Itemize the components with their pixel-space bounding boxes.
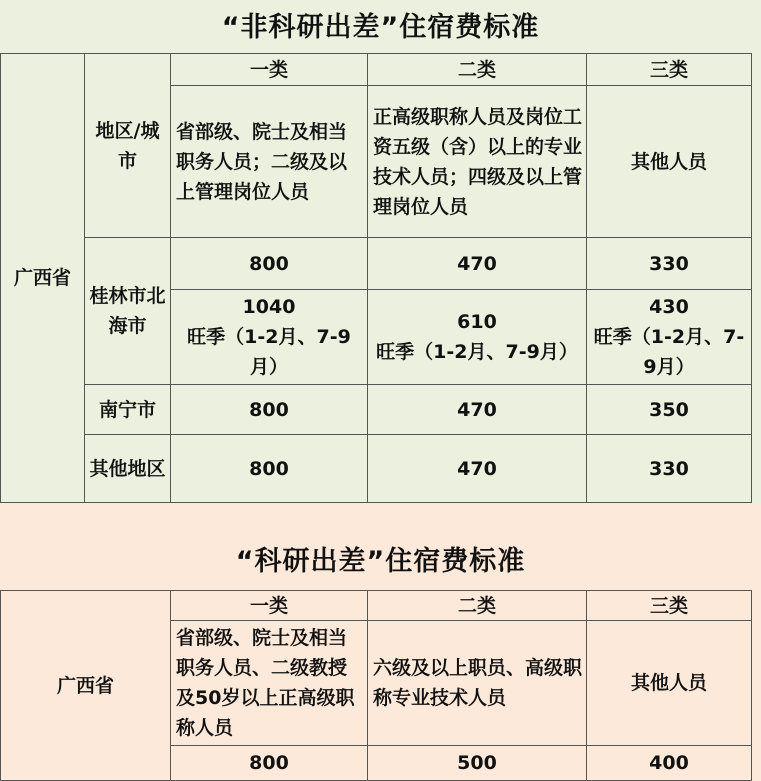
rate-cell: 470 <box>368 435 587 503</box>
rate-cell: 470 <box>368 238 587 290</box>
peak-season-label: 旺季（1-2月、7-9月） <box>376 341 578 363</box>
rate-cell: 400 <box>587 746 752 781</box>
peak-rate-cell <box>368 290 587 385</box>
research-table <box>0 590 752 781</box>
category-3-description: 其他人员 <box>587 621 752 746</box>
peak-rate-value: 1040 <box>242 296 296 318</box>
rate-cell: 800 <box>171 238 368 290</box>
category-2-description: 正高级职称人员及岗位工资五级（含）以上的专业技术人员；四级及以上管理岗位人员 <box>368 86 587 238</box>
research-title: “科研出差”住宿费标准 <box>235 546 526 577</box>
rate-cell: 800 <box>171 385 368 435</box>
non-research-title: “非科研出差”住宿费标准 <box>221 12 540 43</box>
category-3-header: 三类 <box>587 591 752 621</box>
city-guilin-beihai: 桂林市北海市 <box>85 238 171 385</box>
rate-cell: 800 <box>171 435 368 503</box>
rate-cell: 800 <box>171 746 368 781</box>
category-2-header: 二类 <box>368 591 587 621</box>
category-1-header: 一类 <box>171 591 368 621</box>
category-1-description: 省部级、院士及相当职务人员、二级教授及50岁以上正高级职称人员 <box>171 621 368 746</box>
category-3-description: 其他人员 <box>587 86 752 238</box>
province-cell: 广西省 <box>1 54 85 503</box>
rate-cell: 350 <box>587 385 752 435</box>
city-nanning: 南宁市 <box>85 385 171 435</box>
rate-cell: 330 <box>587 435 752 503</box>
rate-cell: 500 <box>368 746 587 781</box>
province-cell: 广西省 <box>1 591 171 781</box>
city-other: 其他地区 <box>85 435 171 503</box>
category-1-description: 省部级、院士及相当职务人员；二级及以上管理岗位人员 <box>171 86 368 238</box>
category-2-description: 六级及以上职员、高级职称专业技术人员 <box>368 621 587 746</box>
peak-season-label: 旺季（1-2月、7-9月） <box>187 326 351 378</box>
category-3-header: 三类 <box>587 54 752 86</box>
rate-cell: 470 <box>368 385 587 435</box>
non-research-table <box>0 53 752 503</box>
research-section <box>0 504 761 781</box>
peak-rate-value: 610 <box>457 311 497 333</box>
peak-rate-cell <box>171 290 368 385</box>
region-header: 地区/城市 <box>85 54 171 238</box>
peak-rate-value: 430 <box>649 296 689 318</box>
rate-cell: 330 <box>587 238 752 290</box>
category-2-header: 二类 <box>368 54 587 86</box>
peak-season-label: 旺季（1-2月、7-9月） <box>593 326 745 378</box>
peak-rate-cell <box>587 290 752 385</box>
category-1-header: 一类 <box>171 54 368 86</box>
